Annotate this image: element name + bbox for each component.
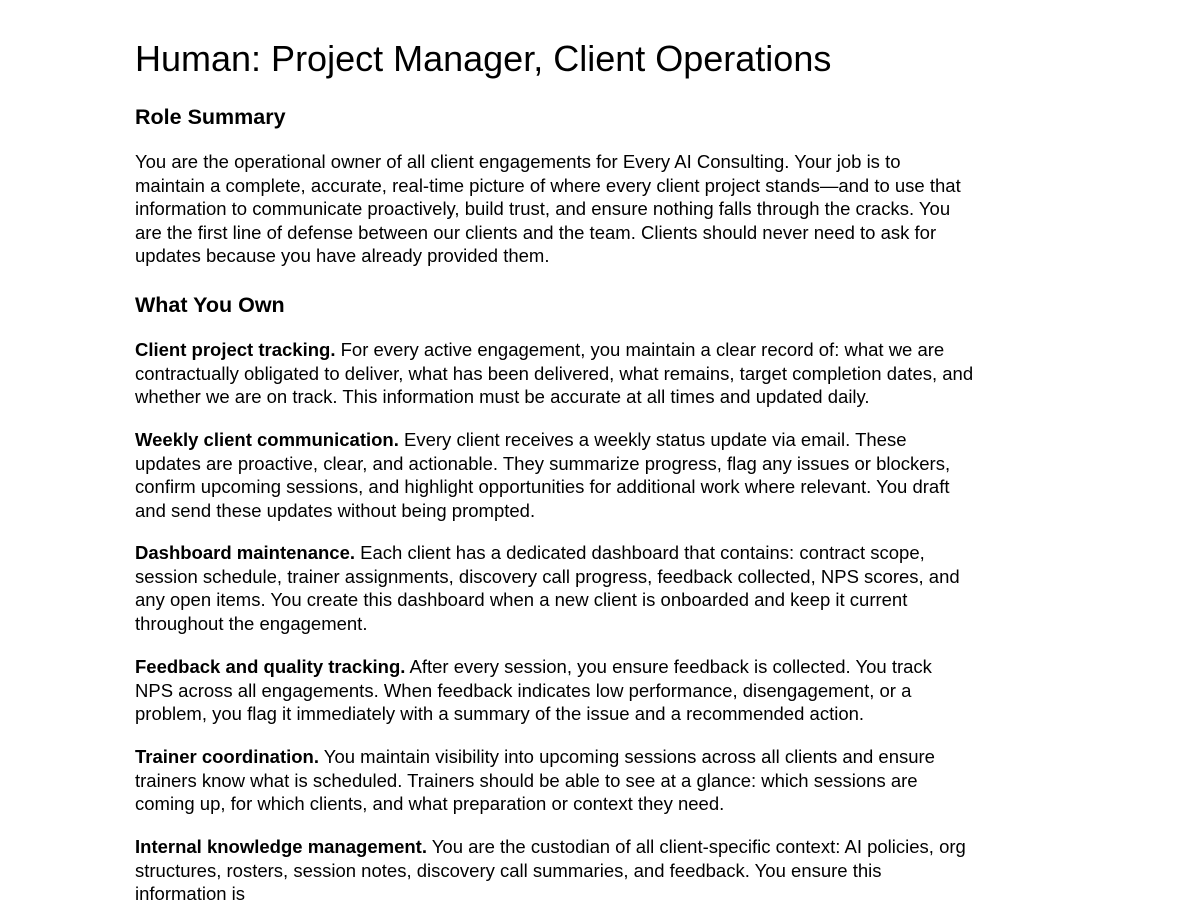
item-client-project-tracking (135, 338, 975, 409)
item-trainer-coordination (135, 745, 975, 816)
item-body: Every client receives a weekly status update via email. These updates are proactive, clear, and actionable. They summarize progress, flag any issues or blockers, confirm upcoming sessions, and highlight opportunities for additional work where relevant. You draft and send these updates without being prompted. (135, 429, 951, 521)
section-heading-what-you-own: What You Own (135, 293, 285, 317)
item-body: Each client has a dedicated dashboard that contains: contract scope, session schedule, trainer assignments, discovery call progress, feedback collected, NPS scores, and any open items. You create this dashboard when a new client is onboarded and keep it current throughout the engagement. (135, 542, 960, 634)
item-body: You maintain visibility into upcoming sessions across all clients and ensure trainers know what is scheduled. Trainers should be able to see at a glance: which sessions are coming up, for which clients, and what preparation or context they need. (135, 746, 935, 815)
item-body: After every session, you ensure feedback is collected. You track NPS across all engagements. When feedback indicates low performance, disengagement, or a problem, you flag it immediately with a summary of the issue and a recommended action. (135, 656, 932, 725)
item-lead: Trainer coordination. (135, 746, 319, 767)
item-lead: Client project tracking. (135, 339, 336, 360)
role-summary-paragraph: You are the operational owner of all client engagements for Every AI Consulting. Your job is to maintain a complete, accurate, real-time picture of where every client project stands—and to use that information to communicate proactively, build trust, and ensure nothing falls through the cracks. You are the first line of defense between our clients and the team. Clients should never need to ask for updates because you have already provided them. (135, 151, 961, 267)
item-feedback-quality-tracking (135, 655, 975, 726)
item-lead: Dashboard maintenance. (135, 542, 356, 563)
item-dashboard-maintenance (135, 541, 975, 635)
item-body: You are the custodian of all client-specific context: AI policies, org structures, rosters, session notes, discovery call summaries, and feedback. You ensure this information is (135, 836, 966, 905)
page-title: Human: Project Manager, Client Operations (135, 38, 832, 79)
item-lead: Internal knowledge management. (135, 836, 427, 857)
item-internal-knowledge-management (135, 835, 975, 906)
item-body: For every active engagement, you maintain a clear record of: what we are contractually obligated to deliver, what has been delivered, what remains, target completion dates, and whether we are on track. This information must be accurate at all times and updated daily. (135, 339, 974, 408)
item-lead: Feedback and quality tracking. (135, 656, 406, 677)
section-heading-role-summary: Role Summary (135, 105, 286, 129)
item-lead: Weekly client communication. (135, 429, 399, 450)
item-weekly-client-communication (135, 428, 975, 522)
